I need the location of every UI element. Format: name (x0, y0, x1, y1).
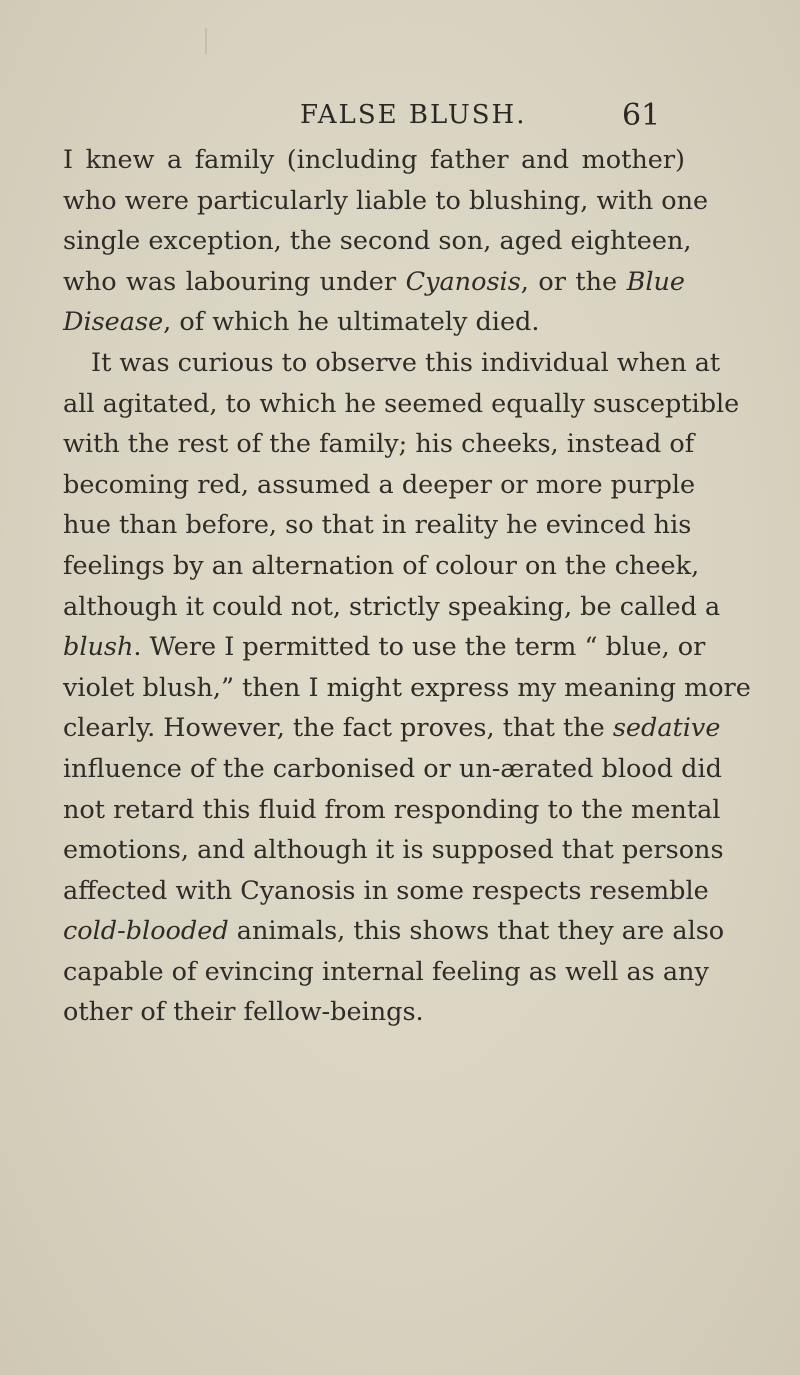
text-line: although it could not, strictly speaking, be called a (63, 591, 721, 622)
page-number: 61 (622, 98, 661, 133)
text-line: all agitated, to which he seemed equally susceptible (63, 388, 740, 419)
text-line: other of their fellow-beings. (63, 997, 424, 1028)
text-line: It was curious to observe this individual when at (91, 347, 721, 378)
text-line: who were particularly liable to blushing, with one (63, 185, 709, 216)
italic-term: Disease (63, 307, 164, 338)
text-line: influence of the carbonised or un-ærated blood did (63, 753, 722, 784)
running-head (0, 100, 800, 140)
italic-term: blush (63, 632, 134, 663)
running-title: FALSE BLUSH. (300, 100, 527, 130)
paper-mark (205, 28, 207, 54)
text-line: hue than before, so that in reality he evinced his (63, 510, 692, 541)
text-line: capable of evincing internal feeling as well as any (63, 956, 709, 987)
text-line: with the rest of the family; his cheeks, instead of (63, 429, 695, 460)
text-line: violet blush,” then I might express my meaning more (63, 672, 751, 703)
text-line: single exception, the second son, aged eighteen, (63, 226, 692, 257)
italic-term: cold-blooded (63, 916, 229, 947)
text-line: emotions, and although it is supposed that persons (63, 835, 724, 866)
text-line: cold-blooded animals, this shows that they are also (63, 916, 725, 947)
italic-term: Blue (626, 266, 686, 297)
italic-term: sedative (612, 713, 721, 744)
text-line: feelings by an alternation of colour on the cheek, (63, 550, 700, 581)
text-line: Disease, of which he ultimately died. (63, 307, 540, 338)
italic-term: Cyanosis (405, 266, 521, 297)
text-line: not retard this fluid from responding to the mental (63, 794, 721, 825)
text-line: becoming red, assumed a deeper or more purple (63, 469, 696, 500)
text-line: who was labouring under Cyanosis, or the Blue (63, 266, 686, 297)
text-line: blush. Were I permitted to use the term “ blue, or (63, 632, 706, 663)
text-line: clearly. However, the fact proves, that the sedative (63, 713, 721, 744)
text-line: affected with Cyanosis in some respects resemble (63, 875, 709, 906)
text-line: I knew a family (including father and mother) (63, 145, 685, 175)
body-text (63, 140, 751, 1033)
